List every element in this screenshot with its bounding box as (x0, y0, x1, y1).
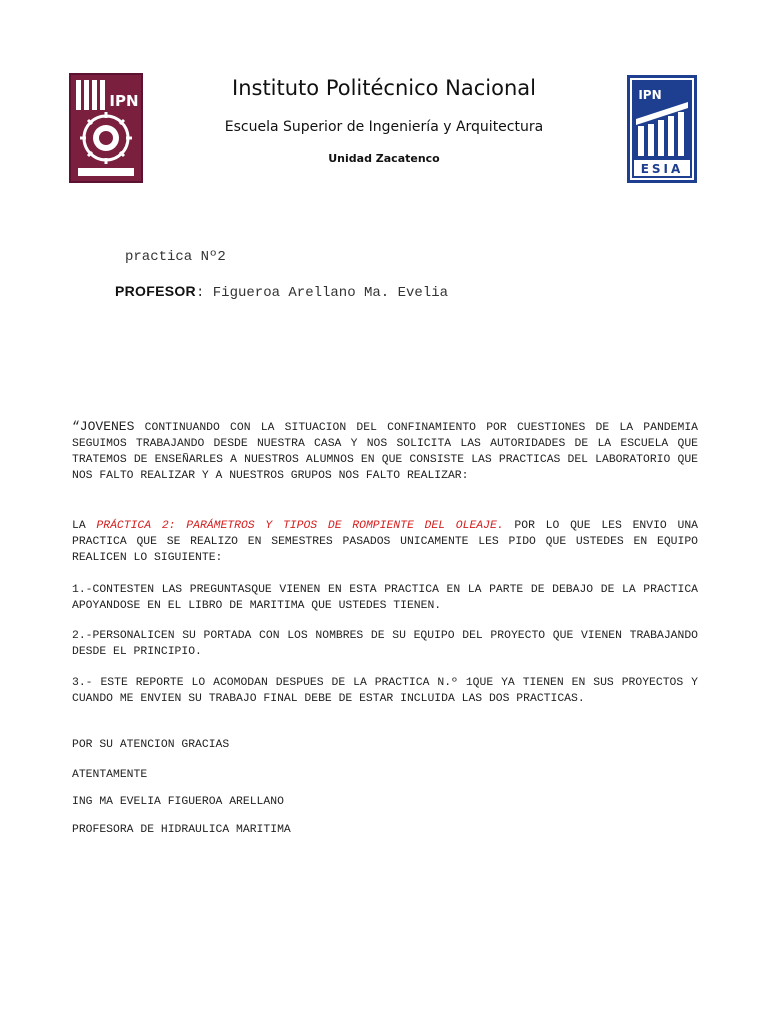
professor-name: Figueroa Arellano Ma. Evelia (212, 285, 449, 301)
instruction-item-2: 2.-PERSONALICEN SU PORTADA CON LOS NOMBRES DE SU EQUIPO DEL PROYECTO QUE VIENEN TRABAJANDO DESDE EL PRINCIPIO. (72, 630, 698, 658)
intro-greeting: “JOVENES (72, 419, 135, 434)
institution-title: Instituto Politécnico Nacional (232, 76, 536, 100)
svg-text:IPN: IPN (638, 88, 662, 102)
thanks-line: POR SU ATENCION GRACIAS (72, 739, 230, 751)
practice-number: practica Nº2 (125, 249, 226, 265)
intro-text: CONTINUANDO CON LA SITUACION DEL CONFINAMIENTO POR CUESTIONES DE LA PANDEMIA SEGUIMOS TRABAJANDO DESDE NUESTRA CASA Y NOS SOLICITA LAS AUTORIDADES DE LA ESCUELA QUE TRATEMOS DE ENSEÑARLES A NUESTROS ALUMNOS EN QUE CONSISTE LAS PRACTICAS DEL LABORATORIO QUE NOS FALTO REALIZAR Y A NUESTROS GRUPOS NOS FALTO REALIZAR: (72, 422, 698, 482)
practice-paragraph (72, 518, 698, 566)
closing-line: ATENTAMENTE (72, 769, 148, 781)
signer-name: ING MA EVELIA FIGUEROA ARELLANO (72, 796, 284, 808)
professor-label: PROFESOR (115, 283, 196, 299)
instruction-item-1: 1.-CONTESTEN LAS PREGUNTASQUE VIENEN EN ESTA PRACTICA EN LA PARTE DE DEBAJO DE LA PRACTICA APOYANDOSE EN EL LIBRO DE MARITIMA QUE USTEDES TIENEN. (72, 584, 698, 612)
professor-separator: : (195, 285, 205, 301)
svg-text:IPN: IPN (109, 92, 139, 110)
practice-pre: LA (72, 520, 97, 532)
professor-line (115, 283, 448, 301)
practice-title: PRÁCTICA 2: PARÁMETROS Y TIPOS DE ROMPIENTE DEL OLEAJE. (96, 520, 504, 532)
esia-logo (626, 74, 698, 184)
practice-post: POR LO QUE LES ENVIO UNA PRACTICA QUE SE REALIZO EN SEMESTRES PASADOS UNICAMENTE LES PIDO QUE USTEDES EN EQUIPO REALICEN LO SIGUIENTE: (72, 520, 698, 564)
intro-paragraph (72, 419, 698, 484)
unit-name: Unidad Zacatenco (328, 152, 440, 165)
svg-text:ESIA: ESIA (640, 162, 684, 176)
signer-title: PROFESORA DE HIDRAULICA MARITIMA (72, 824, 291, 836)
school-name: Escuela Superior de Ingeniería y Arquitectura (224, 119, 544, 135)
instruction-item-3: 3.- ESTE REPORTE LO ACOMODAN DESPUES DE LA PRACTICA N.º 1QUE YA TIENEN EN SUS PROYECTOS Y CUANDO ME ENVIEN SU TRABAJO FINAL DEBE DE ESTAR INCLUIDA LAS DOS PRACTICAS. (72, 677, 698, 705)
